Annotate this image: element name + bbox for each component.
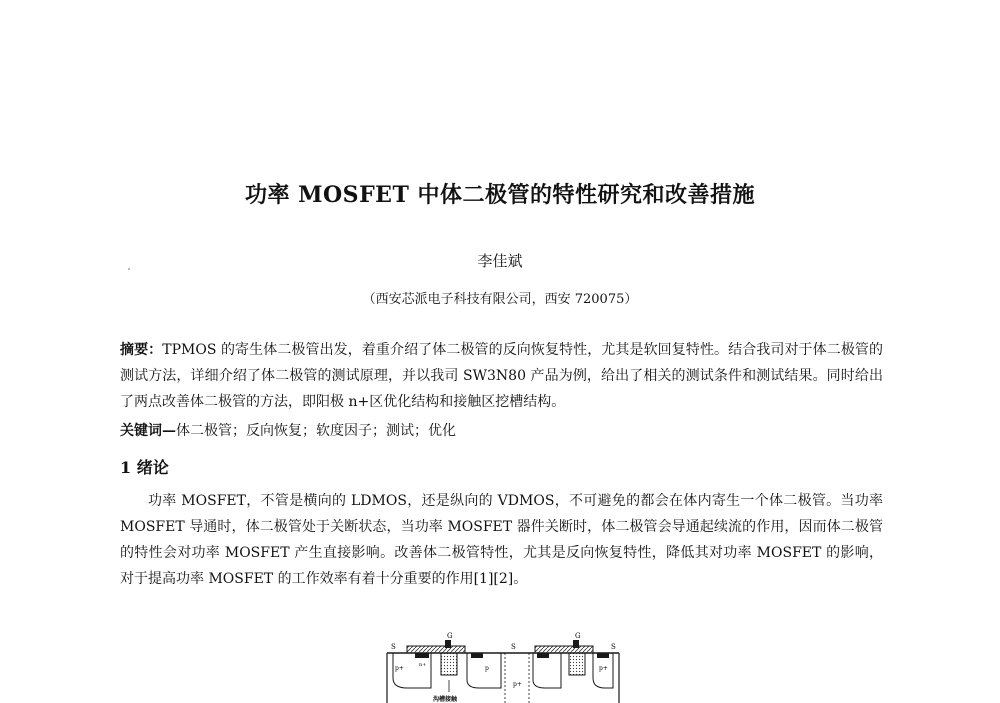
pwell-label-right: p+ — [599, 665, 608, 672]
p-well-mid-left — [467, 653, 501, 688]
abstract — [120, 337, 883, 415]
keywords — [120, 418, 883, 444]
pwell-label-mid: p — [485, 665, 489, 672]
n-plus-left — [415, 653, 429, 658]
keywords-label: 关键词— — [120, 423, 176, 439]
gate-poly-right — [535, 646, 593, 653]
pwell-label-left: p+ — [395, 665, 404, 672]
nplus-label-left: n+ — [419, 662, 427, 668]
gate-label-left: G — [447, 632, 453, 640]
section-heading: 1 绪论 — [120, 458, 169, 477]
abstract-label: 摘要： — [120, 342, 163, 358]
paper-title: 功率 MOSFET 中体二极管的特性研究和改善措施 — [245, 182, 755, 208]
n-plus-mid-right — [537, 653, 549, 658]
mosfet-cross-section-figure — [383, 628, 623, 703]
trench-contact-left — [441, 653, 457, 675]
abstract-text: TPMOS 的寄生体二极管出发，着重介绍了体二极管的反向恢复特性，尤其是软回复特性。结合我司对于体二极管的测试方法，详细介绍了体二极管的测试原理，并以我司 SW3N80 产品为例，给出了相关的测试条件和测试结果。同时给出了两点改善体二极管的方法，即阳极 n+区优化结构和接触区挖槽结构。 — [120, 342, 884, 410]
source-label-right: S — [611, 643, 616, 651]
source-label-mid: S — [511, 643, 516, 651]
pplus-label-center: p+ — [513, 681, 522, 688]
trench-contact-right — [569, 653, 585, 675]
p-well-mid-right — [533, 653, 561, 688]
n-plus-right — [597, 653, 609, 658]
author-affiliation: （西安芯派电子科技有限公司，西安 720075） — [362, 292, 638, 307]
gate-contact-right — [573, 640, 579, 648]
trench-caption: 沟槽接触 — [433, 696, 458, 703]
gate-label-right: G — [575, 632, 581, 640]
gate-poly-left — [407, 646, 465, 653]
source-label-left: S — [391, 643, 396, 651]
body-paragraph: 功率 MOSFET，不管是横向的 LDMOS，还是纵向的 VDMOS，不可避免的都会在体内寄生一个体二极管。当功率 MOSFET 导通时，体二极管处于关断状态，当功率 MOSFET 器件关断时，体二极管会导通起续流的作用，因而体二极管的特性会对功率 MOSFET 产生直接影响。改善体二极管特性，尤其是反向恢复特性，降低其对功率 MOSFET 的影响，对于提高功率 MOSFET 的工作效率有着十分重要的作用[1][2]。 — [120, 493, 883, 587]
mosfet-structure-diagram — [383, 628, 623, 703]
author-name: 李佳斌 — [477, 252, 523, 270]
n-plus-mid-left — [471, 653, 483, 658]
keywords-text: 体二极管；反向恢复；软度因子；测试；优化 — [176, 423, 456, 439]
gate-contact-left — [445, 640, 451, 648]
